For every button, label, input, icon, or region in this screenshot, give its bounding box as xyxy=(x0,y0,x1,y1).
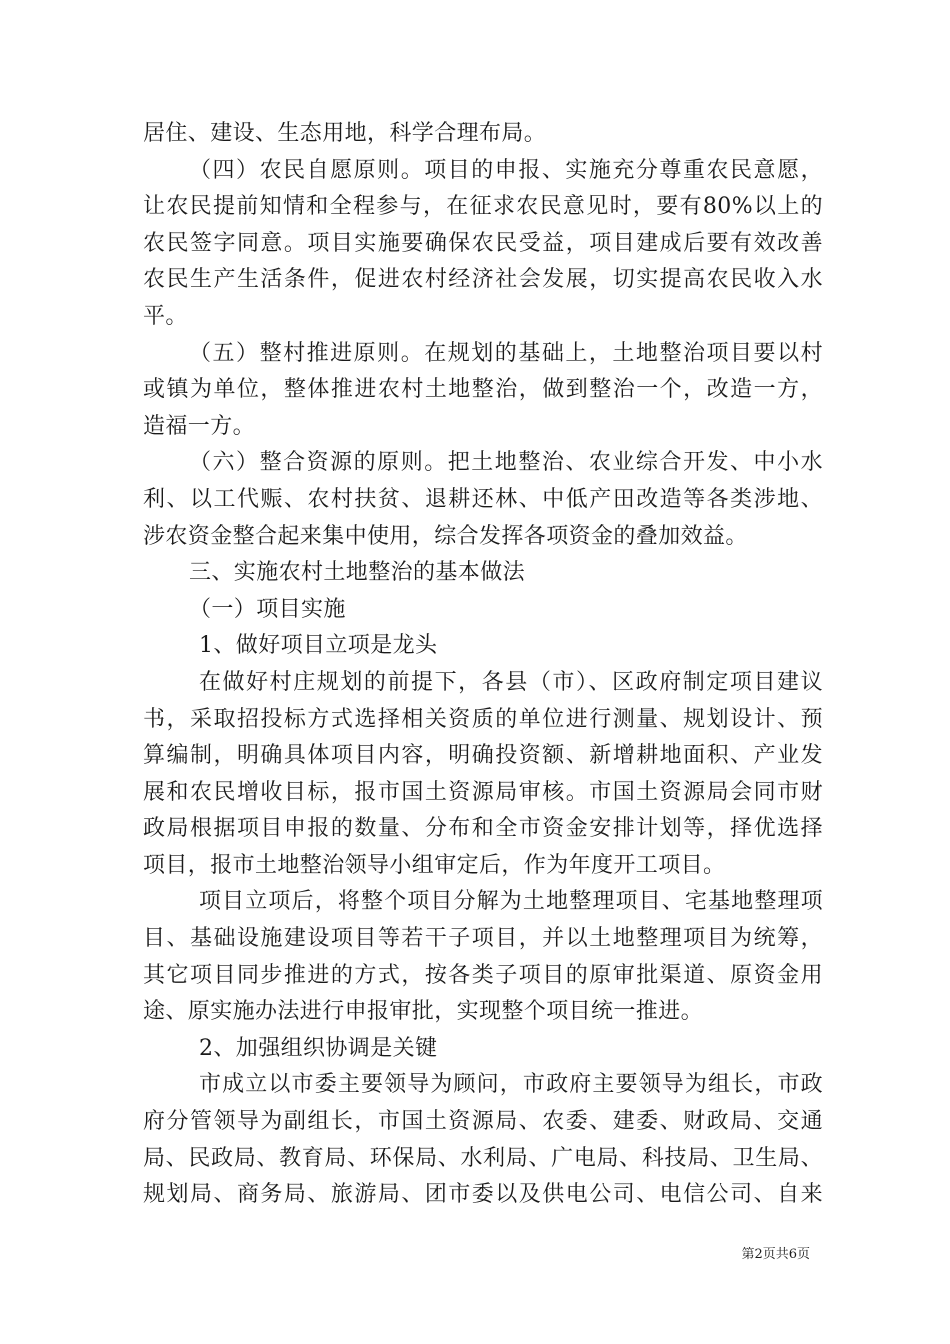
text-line: 市成立以市委主要领导为顾问，市政府主要领导为组长，市政 xyxy=(199,1072,823,1098)
text-line: 平。 xyxy=(143,303,188,329)
text-line: 或镇为单位，整体推进农村土地整治，做到整治一个，改造一方， xyxy=(143,377,823,403)
item-heading: 1、做好项目立项是龙头 xyxy=(199,633,438,659)
item-heading: 2、加强组织协调是关键 xyxy=(199,1035,438,1061)
text-line: 府分管领导为副组长，市国土资源局、农委、建委、财政局、交通 xyxy=(143,1109,823,1135)
text-line: 项目，报市土地整治领导小组审定后，作为年度开工项目。 xyxy=(143,852,726,878)
document-body xyxy=(143,116,823,1214)
text-line: 途、原实施办法进行申报审批，实现整个项目统一推进。 xyxy=(143,999,704,1025)
text-line: 局、民政局、教育局、环保局、水利局、广电局、科技局、卫生局、 xyxy=(143,1145,823,1171)
text-line: 农民签字同意。项目实施要确保农民受益，项目建成后要有效改善 xyxy=(143,230,823,256)
text-line: 规划局、商务局、旅游局、团市委以及供电公司、电信公司、自来 xyxy=(143,1182,823,1208)
text-line: 居住、建设、生态用地，科学合理布局。 xyxy=(143,121,547,146)
text-line: 政局根据项目申报的数量、分布和全市资金安排计划等，择优选择 xyxy=(143,816,823,842)
text-line: （五）整村推进原则。在规划的基础上，土地整治项目要以村 xyxy=(189,340,823,366)
text-line: （六）整合资源的原则。把土地整治、农业综合开发、中小水 xyxy=(189,450,823,476)
text-line: 算编制，明确具体项目内容，明确投资额、新增耕地面积、产业发 xyxy=(143,743,823,769)
text-line: 其它项目同步推进的方式，按各类子项目的原审批渠道、原资金用 xyxy=(143,962,823,988)
text-line: 涉农资金整合起来集中使用，综合发挥各项资金的叠加效益。 xyxy=(143,523,748,549)
text-line: 目、基础设施建设项目等若干子项目，并以土地整理项目为统筹， xyxy=(143,926,823,952)
text-line: 书，采取招投标方式选择相关资质的单位进行测量、规划设计、预 xyxy=(143,706,823,732)
text-line: 展和农民增收目标，报市国土资源局审核。市国土资源局会同市财 xyxy=(143,779,823,805)
section-heading: 三、实施农村土地整治的基本做法 xyxy=(189,560,526,586)
text-line: 项目立项后，将整个项目分解为土地整理项目、宅基地整理项 xyxy=(199,889,823,915)
text-line: 在做好村庄规划的前提下，各县（市）、区政府制定项目建议 xyxy=(199,669,823,695)
text-line: 造福一方。 xyxy=(143,413,256,439)
text-line: 利、以工代赈、农村扶贫、退耕还林、中低产田改造等各类涉地、 xyxy=(143,486,823,512)
page-number: 第2页共6页 xyxy=(741,1247,810,1262)
text-line: （四）农民自愿原则。项目的申报、实施充分尊重农民意愿， xyxy=(189,157,823,183)
text-line: 农民生产生活条件，促进农村经济社会发展，切实提高农民收入水 xyxy=(143,267,823,293)
subsection-heading: （一）项目实施 xyxy=(189,596,346,622)
text-line: 让农民提前知情和全程参与，在征求农民意见时，要有80%以上的 xyxy=(143,194,823,220)
